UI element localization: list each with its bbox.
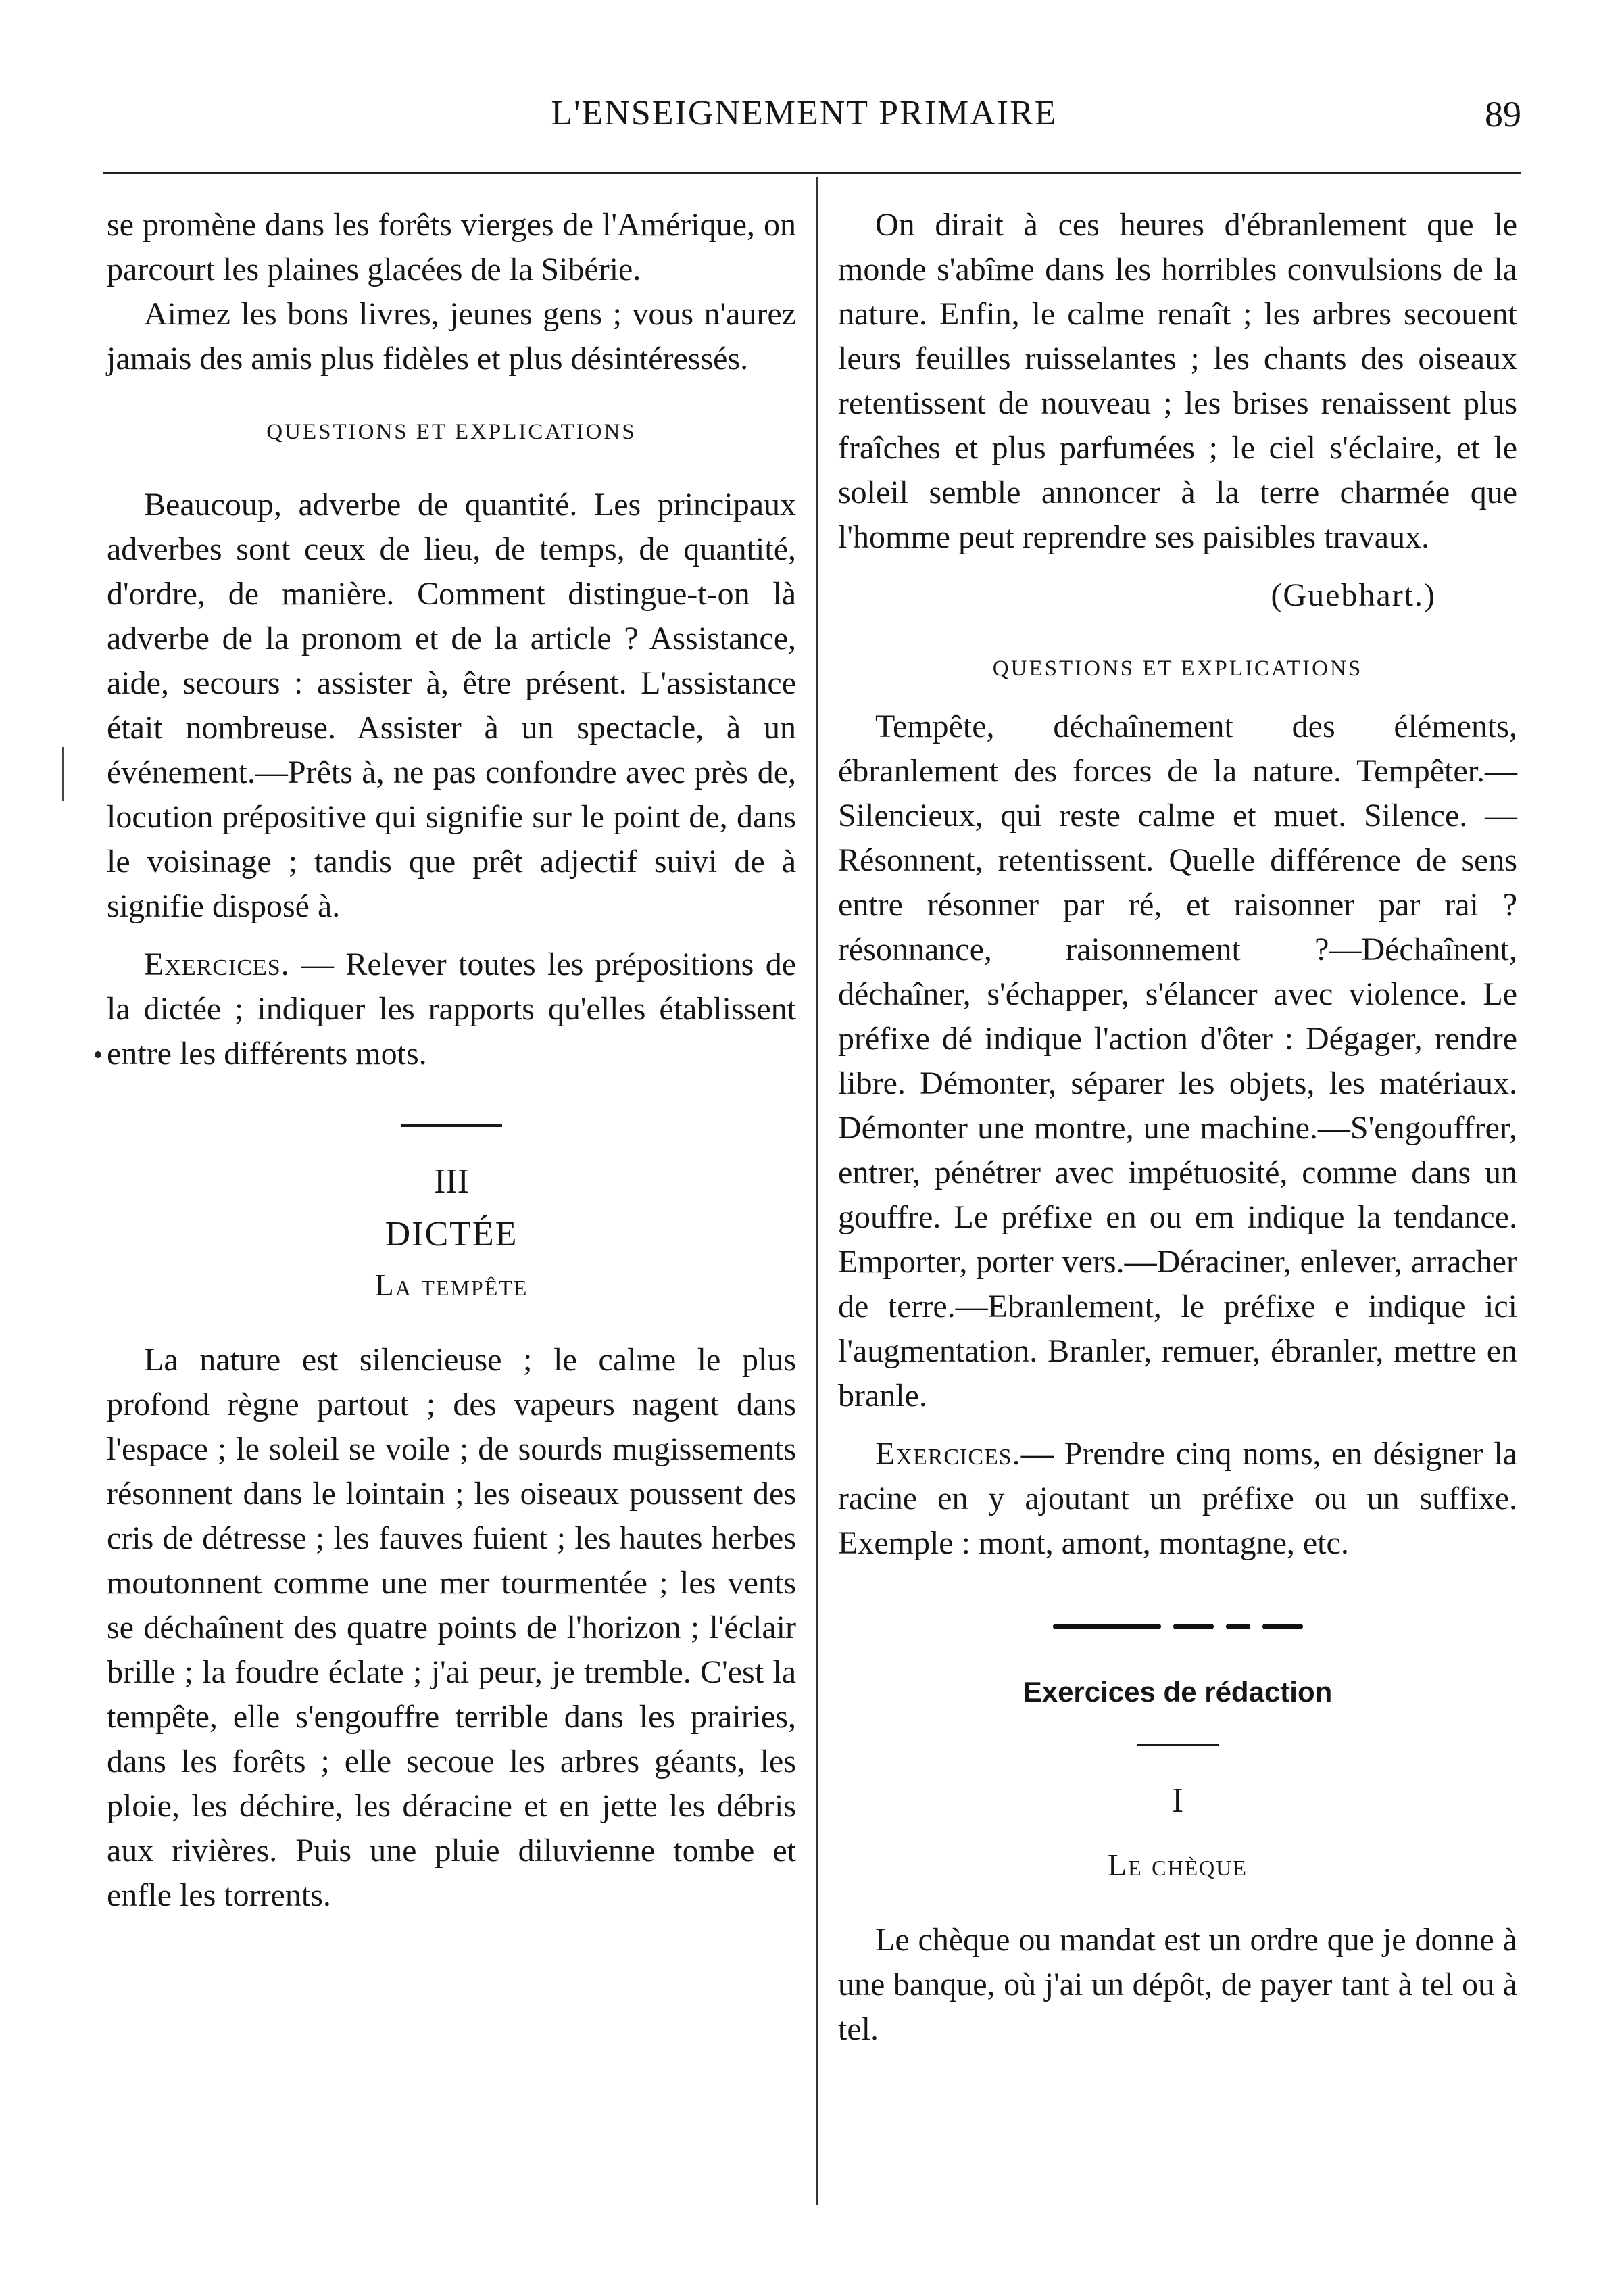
paragraph: Aimez les bons livres, jeunes gens ; vous n'aurez jamais des amis plus fidèles et plus désintéressés. (107, 296, 796, 377)
page-number: 89 (1485, 94, 1521, 135)
section-numeral: III (434, 1162, 469, 1201)
exercises-paragraph (107, 942, 796, 1076)
section-heading: QUESTIONS ET EXPLICATIONS (266, 420, 637, 444)
margin-dot (95, 1051, 101, 1058)
right-column (838, 203, 1517, 2052)
ornament-divider (838, 1613, 1517, 1640)
margin-mark (62, 747, 64, 801)
running-title: L'ENSEIGNEMENT PRIMAIRE (551, 94, 1058, 133)
paragraph: On dirait à ces heures d'ébranlement que le monde s'abîme dans les horribles convulsions de la nature. Enfin, le calme renaît ; les arbres secouent leurs feuilles ruisselantes ; les chants des oiseaux retentissent de nouveau ; les brises renaissent plus fraîches et plus parfumées ; le ciel s'éclaire, et le soleil semble annoncer à la terre charmée que l'homme peut reprendre ses paisibles travaux. (838, 207, 1517, 555)
header-rule (103, 172, 1521, 174)
redaction-heading: Exercices de rédaction (1023, 1676, 1333, 1708)
section-heading: QUESTIONS ET EXPLICATIONS (992, 656, 1363, 681)
dictee-label: DICTÉE (385, 1215, 518, 1253)
exercises-text: — Relever toutes les prépositions de la dictée ; indiquer les rapports qu'elles établissent entre les différents mots. (107, 946, 796, 1072)
exercises-label: Exercices. (875, 1436, 1021, 1472)
dictee-title: La tempête (374, 1268, 528, 1302)
explanation-paragraph: Tempête, déchaînement des éléments, ébranlement des forces de la nature. Tempêter.—Silencieux, qui reste calme et muet. Silence. — Résonnent, retentissent. Quelle différence de sens entre résonner par ré, et raisonner par rai ? résonnance, raisonnement ?—Déchaînent, déchaîner, s'échapper, s'élancer avec violence. Le préfixe dé indique l'action d'ôter : Dégager, rendre libre. Démonter, séparer les objets, les matériaux. Démonter une montre, une machine.—S'engouffrer, entrer, pénétrer avec impétuosité, comme dans un gouffre. Le préfixe en ou em indique la tendance. Emporter, porter vers.—Déraciner, enlever, arracher de terre.—Ebranlement, le préfixe e indique ici l'augmentation. Branler, remuer, ébranler, mettre en branle. (838, 708, 1517, 1414)
author-signature: (Guebhart.) (1271, 577, 1436, 613)
section-numeral: I (1171, 1781, 1184, 1820)
left-column (107, 203, 796, 1918)
explanation-paragraph: Beaucoup, adverbe de quantité. Les principaux adverbes sont ceux de lieu, de temps, de quantité, d'ordre, de manière. Comment distingue-t-on là adverbe de la pronom et de la article ? Assistance, aide, secours : assister à, être présent. L'assistance était nombreuse. Assister à un spectacle, à un événement.—Prêts à, ne pas confondre avec près de, locution prépositive qui signifie sur le point de, dans le voisinage ; tandis que prêt adjectif suivi de à signifie disposé à. (107, 487, 796, 924)
running-header (0, 93, 1624, 141)
exercises-paragraph (838, 1432, 1517, 1566)
cheque-text: Le chèque ou mandat est un ordre que je donne à une banque, où j'ai un dépôt, de payer tant à tel ou à tel. (838, 1922, 1517, 2047)
column-separator (816, 177, 818, 2205)
exercises-text: — Prendre cinq noms, en désigner la racine en y ajoutant un préfixe ou un suffixe. Exemple : mont, amont, montagne, etc. (838, 1436, 1517, 1561)
cheque-title: Le chèque (1108, 1848, 1248, 1882)
paragraph: se promène dans les forêts vierges de l'Amérique, on parcourt les plaines glacées de la Sibérie. (107, 207, 796, 287)
dictee-text: La nature est silencieuse ; le calme le plus profond règne partout ; des vapeurs nagent dans l'espace ; le soleil se voile ; de sourds mugissements résonnent dans le lointain ; les oiseaux poussent des cris de détresse ; les fauves fuient ; les hautes herbes moutonnent comme une mer tourmentée ; les vents se déchaînent des quatre points de l'horizon ; l'éclair brille ; la foudre éclate ; j'ai peur, je tremble. C'est la tempête, elle s'engouffre terrible dans les prairies, dans les forêts ; elle secoue les arbres géants, les ploie, les déchire, les déracine et en jette les débris aux rivières. Puis une pluie diluvienne tombe et enfle les torrents. (107, 1342, 796, 1913)
exercises-label: Exercices. (144, 946, 290, 982)
